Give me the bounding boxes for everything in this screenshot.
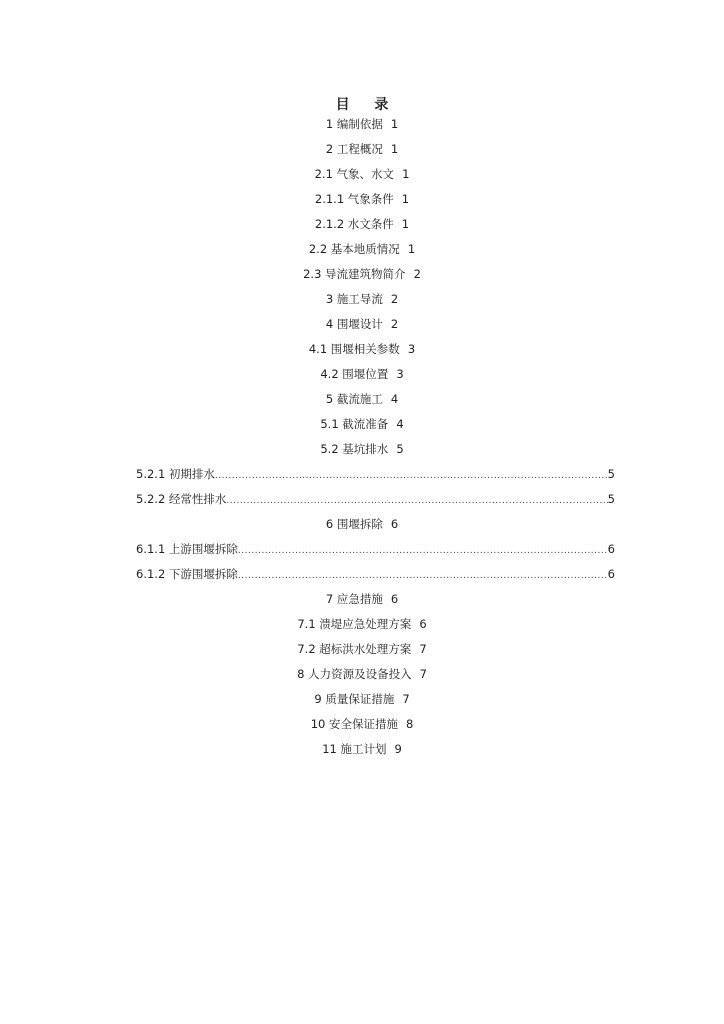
toc-entry-page: 5 <box>396 442 404 456</box>
toc-entry-label: 1 编制依据 <box>325 117 383 131</box>
toc-entry-label: 8 人力资源及设备投入 <box>297 667 412 681</box>
toc-entry-label: 2.2 基本地质情况 <box>308 242 400 256</box>
toc-entry-label: 10 安全保证措施 <box>310 717 398 731</box>
toc-entry-page: 2 <box>390 292 399 306</box>
toc-entry-label: 5.2 基坑排水 <box>320 442 389 456</box>
toc-entry-label: 4 围堰设计 <box>325 317 383 331</box>
toc-dot-leader <box>226 489 607 514</box>
toc-entry[interactable] <box>0 112 724 137</box>
toc-dot-leader <box>238 564 608 589</box>
toc-entry-page: 1 <box>390 142 399 156</box>
toc-entry-label: 5 截流施工 <box>325 392 383 406</box>
toc-entry-page: 6 <box>390 517 399 531</box>
toc-entry[interactable] <box>0 737 724 762</box>
toc-entry-label: 6.1.2 下游围堰拆除 <box>136 567 238 581</box>
toc-entry-page: 7 <box>419 642 427 656</box>
toc-entry-page: 7 <box>402 692 410 706</box>
toc-entry[interactable] <box>0 437 724 462</box>
toc-entry-label: 2.1 气象、水文 <box>314 167 395 181</box>
toc-entry[interactable] <box>0 637 724 662</box>
toc-entry[interactable] <box>0 162 724 187</box>
toc-entry-label: 6.1.1 上游围堰拆除 <box>136 542 238 556</box>
toc-entry[interactable] <box>0 587 724 612</box>
toc-entry-label: 5.1 截流准备 <box>320 417 389 431</box>
toc-entry-page: 5 <box>607 492 615 506</box>
toc-entry[interactable] <box>0 262 724 287</box>
toc-entry[interactable] <box>0 362 724 387</box>
toc-entry[interactable] <box>0 712 724 737</box>
toc-entry-label: 2.1.1 气象条件 <box>314 192 394 206</box>
toc-entry-label: 11 施工计划 <box>322 742 387 756</box>
toc-entry-label: 3 施工导流 <box>325 292 383 306</box>
toc-entry-label: 7.2 超标洪水处理方案 <box>297 642 412 656</box>
toc-entry[interactable] <box>0 687 724 712</box>
toc-entry-label: 6 围堰拆除 <box>325 517 383 531</box>
toc-entry[interactable] <box>0 612 724 637</box>
toc-entry-label: 7 应急措施 <box>325 592 383 606</box>
toc-entry-page: 3 <box>396 367 404 381</box>
toc-entry-label: 4.2 围堰位置 <box>320 367 389 381</box>
toc-entry-page: 1 <box>407 242 416 256</box>
toc-entry-label: 5.2.1 初期排水 <box>136 467 215 481</box>
toc-entry-page: 4 <box>396 417 404 431</box>
toc-entry-page: 5 <box>607 467 615 481</box>
toc-entry-page: 6 <box>607 567 615 581</box>
toc-entry[interactable] <box>0 237 724 262</box>
toc-entry[interactable] <box>136 462 615 487</box>
toc-entry[interactable] <box>0 287 724 312</box>
toc-entry-page: 8 <box>405 717 414 731</box>
toc-entry-label: 2.3 导流建筑物简介 <box>303 267 406 281</box>
toc-entry-page: 1 <box>401 192 410 206</box>
toc-entry-page: 6 <box>390 592 399 606</box>
toc-entry[interactable] <box>0 387 724 412</box>
toc-entry[interactable] <box>0 337 724 362</box>
toc-entry-label: 5.2.2 经常性排水 <box>136 492 227 506</box>
toc-entry-page: 9 <box>394 742 402 756</box>
toc-entry-page: 1 <box>402 167 410 181</box>
toc-entry-page: 6 <box>419 617 427 631</box>
toc-title: 目 录 <box>335 97 399 113</box>
toc-entry[interactable] <box>0 412 724 437</box>
toc-entry-page: 1 <box>390 117 399 131</box>
toc-entry-page: 7 <box>419 667 427 681</box>
toc-dot-leader <box>238 539 608 564</box>
toc-entry[interactable] <box>0 662 724 687</box>
toc-entry-page: 1 <box>401 217 410 231</box>
toc-entry[interactable] <box>0 312 724 337</box>
toc-entry-page: 2 <box>390 317 399 331</box>
toc-list <box>0 112 724 762</box>
toc-entry-label: 9 质量保证措施 <box>314 692 395 706</box>
toc-entry-page: 3 <box>407 342 416 356</box>
toc-entry-label: 2.1.2 水文条件 <box>314 217 394 231</box>
toc-entry[interactable] <box>136 537 615 562</box>
toc-entry[interactable] <box>0 512 724 537</box>
toc-entry-label: 2 工程概况 <box>325 142 383 156</box>
toc-entry-label: 4.1 围堰相关参数 <box>308 342 400 356</box>
toc-entry-page: 4 <box>390 392 399 406</box>
toc-entry[interactable] <box>136 562 615 587</box>
toc-entry[interactable] <box>0 187 724 212</box>
toc-entry[interactable] <box>0 212 724 237</box>
toc-dot-leader <box>215 464 608 489</box>
toc-entry-page: 2 <box>413 267 421 281</box>
toc-entry-label: 7.1 溃堤应急处理方案 <box>297 617 412 631</box>
toc-entry-page: 6 <box>607 542 615 556</box>
toc-entry[interactable] <box>0 137 724 162</box>
toc-entry[interactable] <box>136 487 615 512</box>
